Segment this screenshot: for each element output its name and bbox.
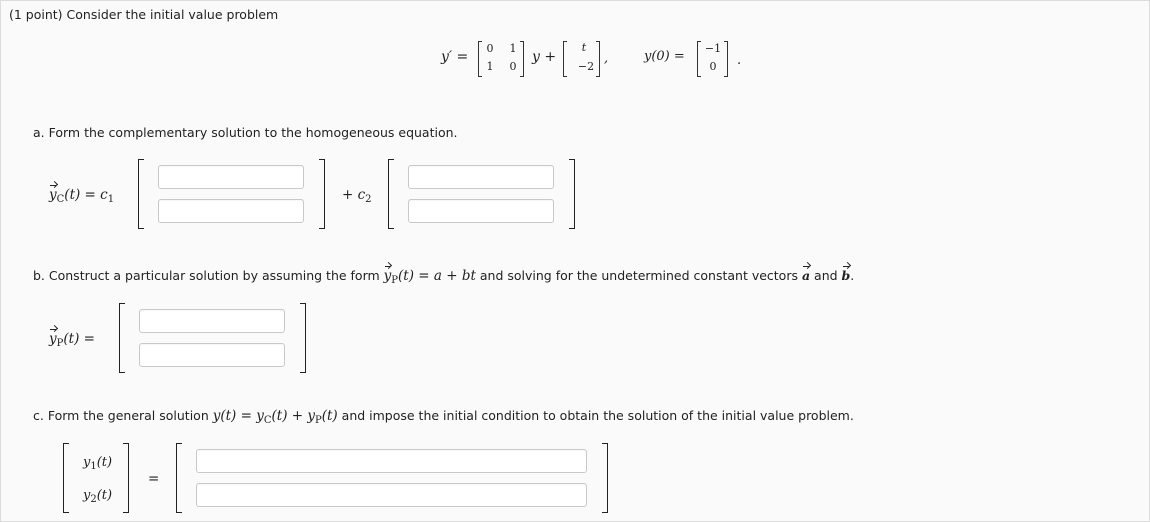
y1-subscript: 1 xyxy=(90,461,97,472)
yp-left-bracket xyxy=(119,303,125,373)
c2-text: + c xyxy=(342,187,366,203)
part-c-text-2: and impose the initial condition to obtain the solution of the initial value problem. xyxy=(337,408,854,423)
ic-label: y(0) = xyxy=(644,49,685,64)
solution-left-bracket xyxy=(176,443,182,513)
part-b-end: . xyxy=(850,268,855,283)
part-a-prompt: a. Form the complementary solution to the homogeneous equation. xyxy=(33,125,458,140)
forcing-left-bracket xyxy=(563,41,567,77)
yp-entry1-input[interactable] xyxy=(139,309,285,333)
y-vector-left-bracket xyxy=(63,443,69,513)
part-c-equation xyxy=(213,408,338,424)
part-b-text-1: b. Construct a particular solution by assuming the form xyxy=(33,268,384,283)
y2-label xyxy=(83,488,112,505)
vector-a: a xyxy=(801,268,811,283)
c1-subscript: 1 xyxy=(107,194,115,205)
yc-vec1-right-bracket xyxy=(319,159,325,229)
ic-cell: 0 xyxy=(709,60,717,73)
part-c-sub-p: P xyxy=(314,415,322,426)
solution-right-bracket xyxy=(602,443,608,513)
yc-subscript: C xyxy=(56,194,65,205)
c2-subscript: 2 xyxy=(365,194,372,205)
equation-lhs: y′ = xyxy=(441,49,469,65)
forcing-cell: −2 xyxy=(577,60,595,73)
yp-subscript: P xyxy=(391,275,399,286)
yp-lhs-subscript: P xyxy=(56,338,64,349)
y2-subscript: 2 xyxy=(90,494,97,505)
yc-vec2-left-bracket xyxy=(388,159,394,229)
matrix-cell: 1 xyxy=(509,42,517,55)
matrix-cell: 1 xyxy=(486,60,494,73)
y1-label xyxy=(83,455,112,472)
equation-period: . xyxy=(737,53,742,68)
y1-symbol: y xyxy=(83,455,91,470)
yp-lhs-rest: (t) = xyxy=(63,331,95,347)
forcing-cell: t xyxy=(581,41,587,54)
matrix-right-bracket xyxy=(520,41,524,77)
matrix-left-bracket xyxy=(478,41,482,77)
yp-label xyxy=(49,331,95,349)
matrix-cell: 0 xyxy=(486,42,494,55)
equals-sign: = xyxy=(148,471,160,487)
yc-label xyxy=(49,187,114,205)
yc-symbol: y xyxy=(49,187,57,203)
yc-vector1-entry2-input[interactable] xyxy=(158,199,304,223)
matrix-cell: 0 xyxy=(509,60,517,73)
yc-vec2-right-bracket xyxy=(569,159,575,229)
forcing-right-bracket xyxy=(596,41,600,77)
yp-lhs-symbol: y xyxy=(49,331,57,347)
part-c-text-1: c. Form the general solution xyxy=(33,408,213,423)
vector-b: b xyxy=(841,268,851,283)
part-c-prompt xyxy=(33,408,854,426)
part-c-eq: y(t) = y xyxy=(212,408,264,424)
yc-vector1-entry1-input[interactable] xyxy=(158,165,304,189)
problem-header: (1 point) Consider the initial value problem xyxy=(9,7,279,22)
y2-rest: (t) xyxy=(96,488,113,503)
part-b-prompt xyxy=(33,268,854,286)
y-vector-right-bracket xyxy=(123,443,129,513)
yc-vector2-entry2-input[interactable] xyxy=(408,199,554,223)
ic-right-bracket xyxy=(724,41,728,77)
part-c-sub-c: C xyxy=(263,415,272,426)
equation-plus-y: y + xyxy=(532,49,557,65)
equation-comma: , xyxy=(604,51,609,66)
ic-cell: −1 xyxy=(704,42,722,55)
solution-y2-input[interactable] xyxy=(196,483,587,507)
yc-rest: (t) = c xyxy=(64,187,108,203)
yc-vec1-left-bracket xyxy=(138,159,144,229)
yp-right-bracket xyxy=(300,303,306,373)
ic-left-bracket xyxy=(697,41,701,77)
part-b-and: and xyxy=(810,268,842,283)
part-c-eq-end: (t) xyxy=(321,408,338,424)
part-b-text-2: and solving for the undetermined constant vectors xyxy=(475,268,802,283)
yp-entry2-input[interactable] xyxy=(139,343,285,367)
yp-symbol: y xyxy=(383,268,392,284)
c2-label xyxy=(342,187,372,205)
part-b-form xyxy=(384,268,476,284)
y2-symbol: y xyxy=(83,488,91,503)
solution-y1-input[interactable] xyxy=(196,449,587,473)
yc-vector2-entry1-input[interactable] xyxy=(408,165,554,189)
part-b-form-rest: (t) = a + bt xyxy=(398,268,476,284)
y1-rest: (t) xyxy=(96,455,113,470)
part-c-mid: (t) + y xyxy=(271,408,315,424)
